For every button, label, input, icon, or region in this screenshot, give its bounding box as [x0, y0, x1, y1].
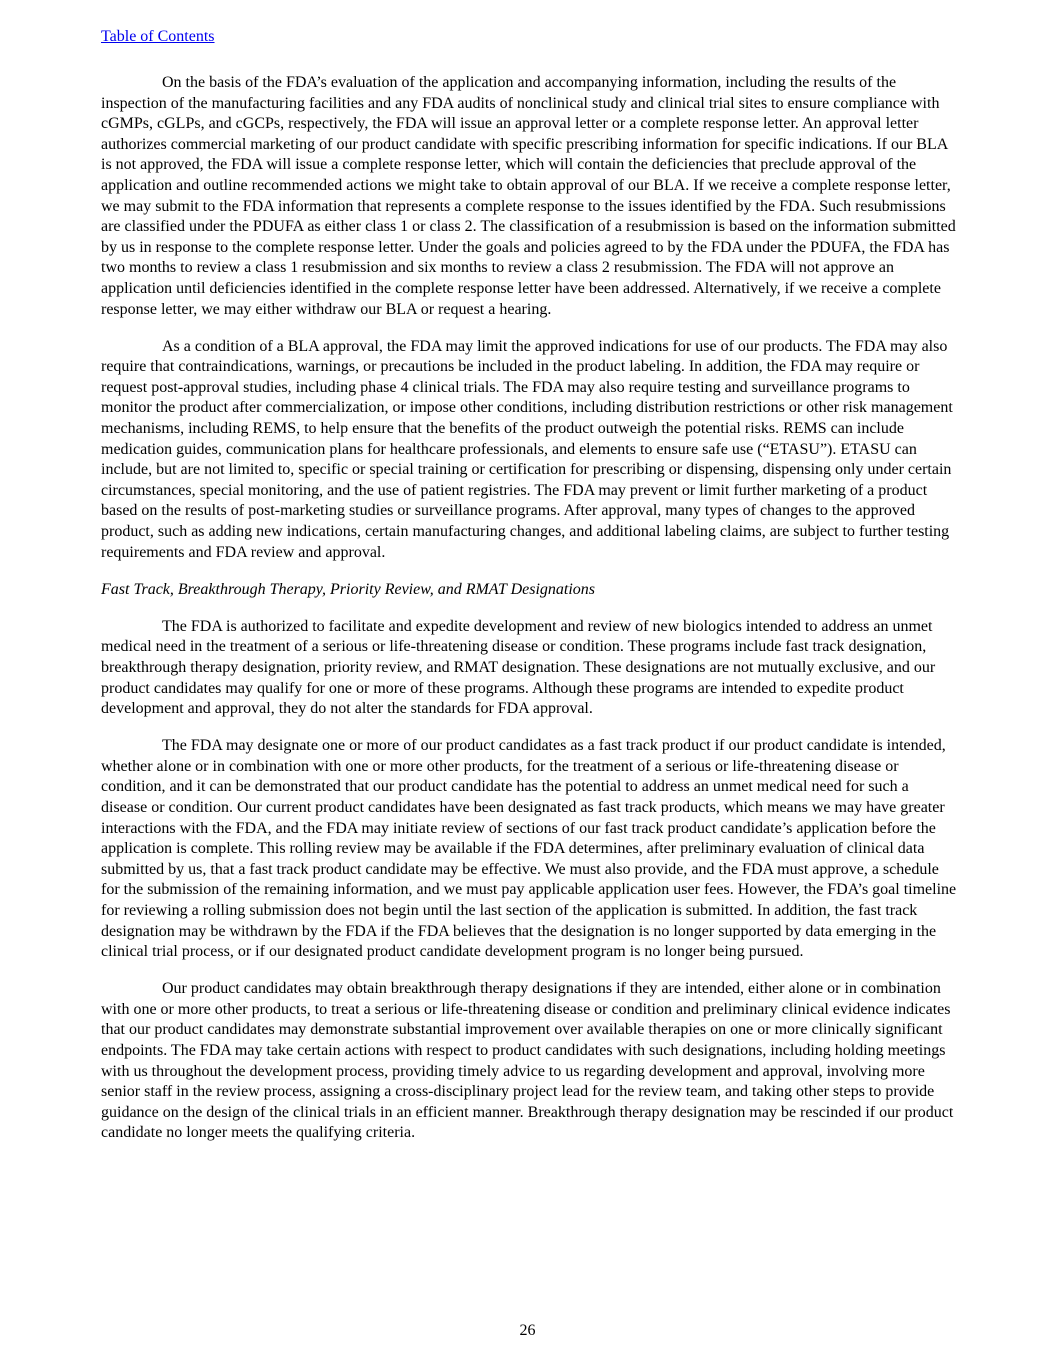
table-of-contents-link[interactable]: Table of Contents [101, 28, 215, 45]
paragraph-bla-conditions: As a condition of a BLA approval, the FDA may limit the approved indications for use of our products. The FDA may also require that contraindications, warnings, or precautions be included in the product labeling. In addition, the FDA may require or request post-approval studies, including phase 4 clinical trials. The FDA may also require testing and surveillance programs to monitor the product after commercialization, or impose other conditions, including distribution restrictions or other risk management mechanisms, including REMS, to help ensure that the benefits of the product outweigh the potential risks. REMS can include medication guides, communication plans for healthcare professionals, and elements to ensure safe use (“ETASU”). ETASU can include, but are not limited to, specific or special training or certification for prescribing or dispensing, dispensing only under certain circumstances, special monitoring, and the use of patient registries. The FDA may prevent or limit further marketing of a product based on the results of post-marketing studies or surveillance programs. After approval, many types of changes to the approved product, such as adding new indications, certain manufacturing changes, and additional labeling claims, are subject to further testing requirements and FDA review and approval. [101, 337, 953, 561]
section-heading-designations: Fast Track, Breakthrough Therapy, Priority Review, and RMAT Designations [101, 580, 596, 598]
document-body [101, 73, 957, 1161]
paragraph-approval-letter: On the basis of the FDA’s evaluation of the application and accompanying information, including the results of the inspection of the manufacturing facilities and any FDA audits of nonclinical study and clinical trial sites to ensure compliance with cGMPs, cGLPs, and cGCPs, respectively, the FDA will issue an approval letter or a complete response letter. An approval letter authorizes commercial marketing of our product candidate with specific prescribing information for specific indications. If our BLA is not approved, the FDA will issue a complete response letter, which will contain the deficiencies that preclude approval of the application and outline recommended actions we might take to obtain approval of our BLA. If we receive a complete response letter, we may submit to the FDA information that represents a complete response to the issues identified by the FDA. Such resubmissions are classified under the PDUFA as either class 1 or class 2. The classification of a resubmission is based on the information submitted by us in response to the complete response letter. Under the goals and policies agreed to by the FDA under the PDUFA, the FDA has two months to review a class 1 resubmission and six months to review a class 2 resubmission. The FDA will not approve an application until deficiencies identified in the complete response letter have been addressed. Alternatively, if we receive a complete response letter, we may either withdraw our BLA or request a hearing. [101, 74, 956, 318]
paragraph-breakthrough-therapy: Our product candidates may obtain breakthrough therapy designations if they are intended, either alone or in combination with one or more other products, to treat a serious or life-threatening disease or condition and preliminary clinical evidence indicates that our product candidates may demonstrate substantial improvement over available therapies on one or more clinically significant endpoints. The FDA may take certain actions with respect to product candidates with such designations, including holding meetings with us throughout the development process, providing timely advice to us regarding development and approval, involving more senior staff in the review process, assigning a cross-disciplinary project lead for the review team, and taking other steps to provide guidance on the design of the clinical trials in an efficient manner. Breakthrough therapy designation may be rescinded if our product candidate no longer meets the qualifying criteria. [101, 980, 954, 1142]
page-number: 26 [519, 1322, 536, 1339]
paragraph-expedited-programs: The FDA is authorized to facilitate and expedite development and review of new biologics intended to address an unmet medical need in the treatment of a serious or life-threatening disease or condition. These programs include fast track designation, breakthrough therapy designation, priority review, and RMAT designation. These designations are not mutually exclusive, and our product candidates may qualify for one or more of these programs. Although these programs are intended to expedite product development and approval, they do not alter the standards for FDA approval. [101, 617, 936, 718]
paragraph-fast-track: The FDA may designate one or more of our product candidates as a fast track product if our product candidate is intended, whether alone or in combination with one or more other products, for the treatment of a serious or life-threatening disease or condition, and it can be demonstrated that our product candidate has the potential to address an unmet medical need for such a disease or condition. Our current product candidates have been designated as fast track products, which means we may have greater interactions with the FDA, and the FDA may initiate review of sections of our fast track product candidate’s application before the application is complete. This rolling review may be available if the FDA determines, after preliminary evaluation of clinical data submitted by us, that a fast track product candidate may be effective. We must also provide, and the FDA must approve, a schedule for the submission of the remaining information, and we must pay applicable application user fees. However, the FDA’s goal timeline for reviewing a rolling submission does not begin until the last section of the application is submitted. In addition, the fast track designation may be withdrawn by the FDA if the FDA believes that the designation is no longer supported by data emerging in the clinical trial process, or if our designated product candidate development program is no longer being pursued. [101, 737, 957, 961]
